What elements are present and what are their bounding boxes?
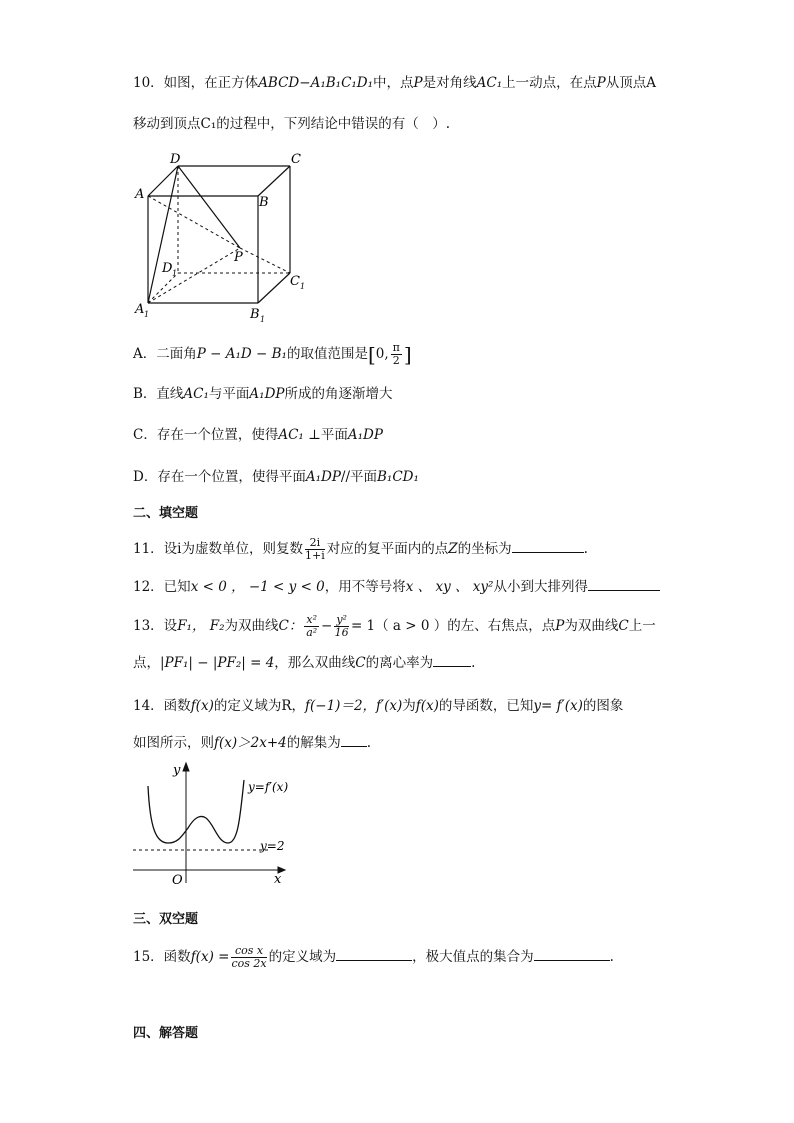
answer-blank-domain[interactable] — [336, 948, 412, 961]
parallel: // — [340, 469, 351, 485]
label-c1-sub: 1 — [300, 282, 306, 291]
point-z: Z — [448, 541, 458, 557]
fraction — [231, 945, 266, 970]
q15 — [133, 945, 614, 970]
diagonal-name: AC₁ — [476, 75, 503, 91]
q11 — [133, 537, 588, 562]
numerator: cos x — [231, 945, 266, 958]
cube-figure — [130, 148, 310, 323]
text: 15．函数 — [133, 949, 191, 965]
label-b1-sub: 1 — [260, 315, 266, 323]
q14-line1 — [133, 697, 623, 715]
label-b1: B — [250, 307, 260, 322]
text: 平面 — [350, 469, 378, 485]
text: ，用不等号将 — [324, 579, 406, 595]
text: . — [609, 949, 614, 965]
answer-blank[interactable] — [341, 734, 367, 747]
denominator: cos 2x — [231, 957, 267, 970]
text: 中，点 — [373, 75, 414, 91]
text: 的离心率为 — [365, 655, 434, 671]
q10-option-a — [133, 342, 412, 367]
q10-option-c — [133, 426, 383, 444]
fraction-y — [334, 614, 349, 639]
text: . — [366, 735, 372, 751]
text: 上一 — [628, 618, 656, 634]
label-b: B — [259, 195, 269, 210]
expr: A₁DP — [347, 427, 383, 443]
label-a1: A — [135, 302, 145, 317]
text: 对应的复平面内的点 — [326, 541, 449, 557]
text: D．存在一个位置，使得平面 — [133, 469, 306, 485]
q14-line2 — [133, 734, 371, 752]
text: A．二面角 — [133, 346, 197, 362]
q10-line1 — [133, 74, 656, 92]
answer-blank[interactable] — [433, 654, 471, 667]
expr: f(x) = — [190, 949, 230, 965]
expr: f(x) — [415, 698, 439, 714]
expr: f(x)＞2x+4 — [214, 735, 287, 751]
point-p: P — [555, 618, 565, 634]
cube-name: ABCD−A₁B₁C₁D₁ — [258, 75, 374, 91]
text: 的导函数，已知 — [438, 698, 534, 714]
answer-blank[interactable] — [588, 578, 660, 591]
text: 14．函数 — [133, 698, 191, 714]
text: B．直线 — [133, 386, 184, 402]
text: 为双曲线 — [224, 618, 279, 634]
denominator: 2 — [392, 354, 400, 367]
text: ，极大值点的集合为 — [412, 949, 534, 965]
expr: B₁CD₁ — [377, 469, 419, 485]
expr: y= f′(x) — [533, 698, 583, 714]
label-a: A — [135, 187, 145, 202]
numerator: x² — [306, 613, 318, 626]
curve-label: y=f′(x) — [248, 780, 289, 794]
text: 点， — [133, 655, 160, 671]
expr: P − A₁D − B₁ — [196, 346, 287, 362]
minus: − — [321, 618, 333, 634]
label-a1-sub: 1 — [144, 310, 150, 319]
label-p: P — [234, 250, 243, 265]
text: 的取值范围是 — [286, 346, 368, 362]
text: 的定义域为 — [268, 949, 337, 965]
text: = 1（ a > 0 ）的左、右焦点，点 — [350, 618, 556, 634]
text: 平面 — [320, 427, 348, 443]
text: . — [471, 655, 476, 671]
point-p: P — [413, 75, 423, 91]
q12 — [133, 578, 660, 596]
label-c: C — [291, 152, 301, 167]
expr: |PF₁| − |PF₂| = 4 — [160, 655, 275, 671]
numerator: π — [392, 341, 400, 354]
label-d1: D — [162, 261, 173, 276]
numerator: 2i — [305, 537, 325, 550]
curve-name: C — [618, 618, 629, 634]
denominator: a² — [306, 626, 318, 639]
answer-blank[interactable] — [512, 540, 584, 553]
line-label: y=2 — [260, 839, 285, 853]
expr: f′(x) — [376, 698, 403, 714]
text: 上一动点，在点 — [502, 75, 597, 91]
bracket-left: [ — [367, 342, 376, 367]
pi-over-2 — [391, 342, 402, 367]
curve-name: C — [355, 655, 366, 671]
text: 是对角线 — [422, 75, 477, 91]
q13-line2 — [133, 654, 475, 672]
denominator: 1+i — [305, 549, 325, 562]
expr: AC₁ ⊥ — [278, 427, 321, 443]
answer-blank-maxima[interactable] — [534, 948, 610, 961]
point-p: P — [596, 75, 606, 91]
bracket-right: ] — [403, 342, 412, 367]
text: 的解集为 — [286, 735, 341, 751]
text: 11．设i为虚数单位，则复数 — [133, 541, 303, 557]
denominator: 16 — [334, 626, 349, 639]
label-d1-sub: 1 — [172, 269, 178, 278]
text: . — [583, 541, 588, 557]
fraction — [305, 537, 325, 562]
origin-label: O — [172, 873, 183, 888]
terms: x 、 xy 、 xy² — [405, 579, 494, 595]
text: 为 — [402, 698, 416, 714]
text: 10．如图，在正方体 — [133, 75, 259, 91]
text: 的坐标为 — [457, 541, 512, 557]
expr: f(x) — [190, 698, 214, 714]
numerator: y² — [336, 613, 347, 626]
text: 13．设 — [133, 618, 178, 634]
text: 从小到大排列得 — [493, 579, 588, 595]
label-c1: C — [290, 274, 300, 289]
condition: f(−1)＝2， — [305, 698, 377, 714]
text: 12．已知 — [133, 579, 191, 595]
text: 为双曲线 — [564, 618, 619, 634]
range: 0, — [375, 346, 389, 362]
expr: AC₁ — [183, 386, 209, 402]
text: 的图象 — [582, 698, 624, 714]
text: 从顶点A — [605, 75, 656, 91]
curve-name: C： — [278, 618, 303, 634]
q10-option-d — [133, 468, 419, 486]
text: 如图所示，则 — [133, 735, 214, 751]
expr: A₁DP — [249, 386, 285, 402]
fraction-x — [304, 614, 319, 639]
q13-line1 — [133, 614, 656, 639]
section-fill-in: 二、填空题 — [133, 506, 199, 521]
text: 与平面 — [208, 386, 250, 402]
q10-line2: 移动到顶点C₁的过程中，下列结论中错误的有（ ）. — [133, 116, 451, 132]
text: 的定义域为R， — [213, 698, 306, 714]
section-solve: 四、解答题 — [133, 1026, 199, 1041]
q10-option-b — [133, 385, 393, 403]
label-d: D — [170, 152, 181, 167]
x-axis-label: x — [274, 872, 282, 887]
foci: F₁， F₂ — [177, 618, 225, 634]
text: ，那么双曲线 — [274, 655, 356, 671]
y-axis-label: y — [173, 763, 181, 778]
derivative-graph — [128, 758, 298, 888]
text: 所成的角逐渐增大 — [284, 386, 393, 402]
section-double-blank: 三、双空题 — [133, 912, 199, 927]
text: C．存在一个位置，使得 — [133, 427, 279, 443]
expr: A₁DP — [305, 469, 341, 485]
condition: x < 0 ， −1 < y < 0 — [190, 579, 325, 595]
